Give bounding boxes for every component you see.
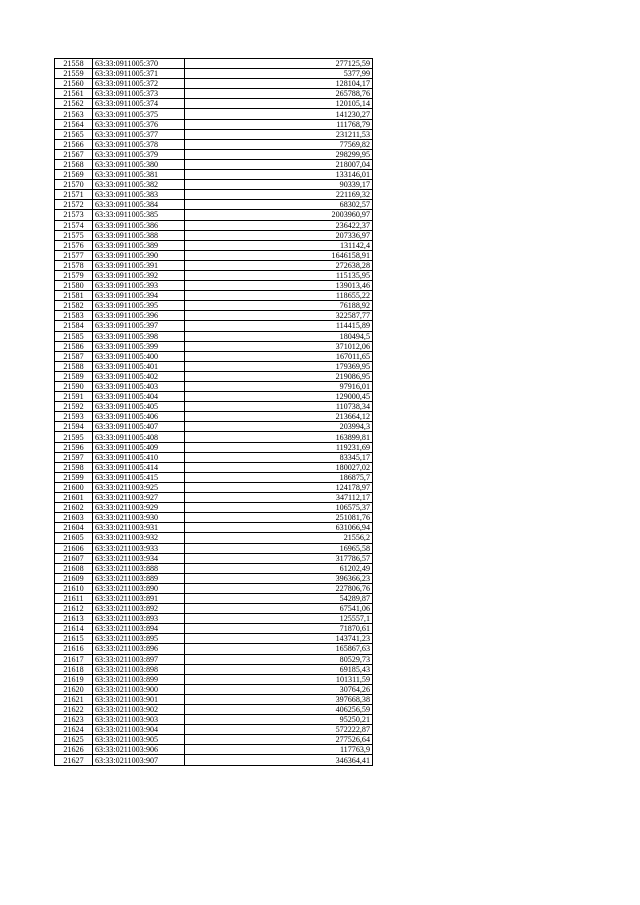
cadastral-value-cell: 83345,17 bbox=[185, 452, 373, 462]
row-number-cell: 21624 bbox=[55, 725, 93, 735]
cadastral-number-cell: 63:33:0911005:382 bbox=[93, 180, 185, 190]
cadastral-value-cell: 119231,69 bbox=[185, 442, 373, 452]
cadastral-value-cell: 61202,49 bbox=[185, 563, 373, 573]
cadastral-number-cell: 63:33:0911005:398 bbox=[93, 331, 185, 341]
table-row bbox=[55, 89, 373, 99]
cadastral-number-cell: 63:33:0211003:927 bbox=[93, 493, 185, 503]
cadastral-number-cell: 63:33:0911005:403 bbox=[93, 382, 185, 392]
cadastral-value-cell: 251081,76 bbox=[185, 513, 373, 523]
row-number-cell: 21627 bbox=[55, 755, 93, 765]
cadastral-number-cell: 63:33:0911005:381 bbox=[93, 170, 185, 180]
table-row bbox=[55, 694, 373, 704]
row-number-cell: 21560 bbox=[55, 79, 93, 89]
cadastral-number-cell: 63:33:0211003:896 bbox=[93, 644, 185, 654]
row-number-cell: 21620 bbox=[55, 684, 93, 694]
row-number-cell: 21609 bbox=[55, 573, 93, 583]
table-row bbox=[55, 109, 373, 119]
row-number-cell: 21614 bbox=[55, 624, 93, 634]
row-number-cell: 21574 bbox=[55, 220, 93, 230]
cadastral-number-cell: 63:33:0911005:414 bbox=[93, 462, 185, 472]
row-number-cell: 21563 bbox=[55, 109, 93, 119]
table-row bbox=[55, 634, 373, 644]
row-number-cell: 21577 bbox=[55, 250, 93, 260]
cadastral-value-cell: 143741,23 bbox=[185, 634, 373, 644]
cadastral-number-cell: 63:33:0211003:893 bbox=[93, 614, 185, 624]
table-row bbox=[55, 553, 373, 563]
table-row bbox=[55, 341, 373, 351]
cadastral-number-cell: 63:33:0911005:379 bbox=[93, 149, 185, 159]
table-row bbox=[55, 119, 373, 129]
cadastral-number-cell: 63:33:0911005:394 bbox=[93, 291, 185, 301]
row-number-cell: 21575 bbox=[55, 230, 93, 240]
cadastral-number-cell: 63:33:0911005:388 bbox=[93, 230, 185, 240]
cadastral-number-cell: 63:33:0911005:386 bbox=[93, 220, 185, 230]
cadastral-value-cell: 71870,61 bbox=[185, 624, 373, 634]
cadastral-number-cell: 63:33:0911005:384 bbox=[93, 200, 185, 210]
cadastral-number-cell: 63:33:0911005:385 bbox=[93, 210, 185, 220]
cadastral-number-cell: 63:33:0211003:892 bbox=[93, 604, 185, 614]
cadastral-number-cell: 63:33:0911005:372 bbox=[93, 79, 185, 89]
cadastral-value-cell: 95250,21 bbox=[185, 715, 373, 725]
table-row bbox=[55, 644, 373, 654]
cadastral-value-cell: 129000,45 bbox=[185, 392, 373, 402]
cadastral-value-cell: 371012,06 bbox=[185, 341, 373, 351]
cadastral-value-cell: 179369,95 bbox=[185, 361, 373, 371]
table-row bbox=[55, 79, 373, 89]
table-row bbox=[55, 392, 373, 402]
row-number-cell: 21621 bbox=[55, 694, 93, 704]
cadastral-number-cell: 63:33:0211003:902 bbox=[93, 705, 185, 715]
cadastral-value-cell: 125557,1 bbox=[185, 614, 373, 624]
row-number-cell: 21616 bbox=[55, 644, 93, 654]
table-row bbox=[55, 180, 373, 190]
cadastral-number-cell: 63:33:0911005:404 bbox=[93, 392, 185, 402]
cadastral-value-cell: 631066,94 bbox=[185, 523, 373, 533]
row-number-cell: 21579 bbox=[55, 270, 93, 280]
row-number-cell: 21613 bbox=[55, 614, 93, 624]
table-row bbox=[55, 210, 373, 220]
cadastral-value-cell: 110738,34 bbox=[185, 402, 373, 412]
cadastral-value-cell: 131142,4 bbox=[185, 240, 373, 250]
row-number-cell: 21595 bbox=[55, 432, 93, 442]
row-number-cell: 21588 bbox=[55, 361, 93, 371]
cadastral-number-cell: 63:33:0211003:891 bbox=[93, 593, 185, 603]
table-row bbox=[55, 159, 373, 169]
cadastral-number-cell: 63:33:0211003:903 bbox=[93, 715, 185, 725]
cadastral-value-cell: 396366,23 bbox=[185, 573, 373, 583]
table-row bbox=[55, 745, 373, 755]
row-number-cell: 21576 bbox=[55, 240, 93, 250]
row-number-cell: 21590 bbox=[55, 382, 93, 392]
cadastral-number-cell: 63:33:0911005:376 bbox=[93, 119, 185, 129]
cadastral-number-cell: 63:33:0211003:888 bbox=[93, 563, 185, 573]
cadastral-value-cell: 117763,9 bbox=[185, 745, 373, 755]
table-row bbox=[55, 674, 373, 684]
cadastral-number-cell: 63:33:0911005:380 bbox=[93, 159, 185, 169]
cadastral-number-cell: 63:33:0911005:402 bbox=[93, 371, 185, 381]
table-row bbox=[55, 684, 373, 694]
row-number-cell: 21591 bbox=[55, 392, 93, 402]
cadastral-number-cell: 63:33:0211003:898 bbox=[93, 664, 185, 674]
cadastral-number-cell: 63:33:0911005:371 bbox=[93, 69, 185, 79]
cadastral-number-cell: 63:33:0911005:373 bbox=[93, 89, 185, 99]
table-row bbox=[55, 422, 373, 432]
cadastral-value-cell: 180027,02 bbox=[185, 462, 373, 472]
cadastral-number-cell: 63:33:0911005:406 bbox=[93, 412, 185, 422]
row-number-cell: 21605 bbox=[55, 533, 93, 543]
cadastral-number-cell: 63:33:0911005:374 bbox=[93, 99, 185, 109]
cadastral-number-cell: 63:33:0211003:890 bbox=[93, 583, 185, 593]
table-row bbox=[55, 593, 373, 603]
cadastral-number-cell: 63:33:0911005:378 bbox=[93, 139, 185, 149]
cadastral-number-cell: 63:33:0911005:391 bbox=[93, 260, 185, 270]
cadastral-value-cell: 101311,59 bbox=[185, 674, 373, 684]
row-number-cell: 21604 bbox=[55, 523, 93, 533]
table-row bbox=[55, 361, 373, 371]
row-number-cell: 21619 bbox=[55, 674, 93, 684]
row-number-cell: 21592 bbox=[55, 402, 93, 412]
cadastral-value-cell: 277125,59 bbox=[185, 59, 373, 69]
cadastral-value-cell: 265788,76 bbox=[185, 89, 373, 99]
row-number-cell: 21581 bbox=[55, 291, 93, 301]
row-number-cell: 21584 bbox=[55, 321, 93, 331]
cadastral-number-cell: 63:33:0211003:895 bbox=[93, 634, 185, 644]
cadastral-value-cell: 111768,79 bbox=[185, 119, 373, 129]
table-row bbox=[55, 624, 373, 634]
row-number-cell: 21583 bbox=[55, 311, 93, 321]
row-number-cell: 21610 bbox=[55, 583, 93, 593]
cadastral-value-cell: 54289,87 bbox=[185, 593, 373, 603]
table-row bbox=[55, 614, 373, 624]
table-row bbox=[55, 513, 373, 523]
row-number-cell: 21570 bbox=[55, 180, 93, 190]
table-row bbox=[55, 563, 373, 573]
cadastral-number-cell: 63:33:0211003:933 bbox=[93, 543, 185, 553]
cadastral-value-cell: 167011,65 bbox=[185, 351, 373, 361]
cadastral-value-cell: 69185,43 bbox=[185, 664, 373, 674]
cadastral-number-cell: 63:33:0911005:408 bbox=[93, 432, 185, 442]
cadastral-number-cell: 63:33:0911005:397 bbox=[93, 321, 185, 331]
table-row bbox=[55, 442, 373, 452]
cadastral-number-cell: 63:33:0911005:395 bbox=[93, 301, 185, 311]
cadastral-value-cell: 30764,26 bbox=[185, 684, 373, 694]
table-row bbox=[55, 149, 373, 159]
table-row bbox=[55, 260, 373, 270]
cadastral-number-cell: 63:33:0211003:931 bbox=[93, 523, 185, 533]
cadastral-value-cell: 218007,04 bbox=[185, 159, 373, 169]
cadastral-value-cell: 180494,5 bbox=[185, 331, 373, 341]
cadastral-value-cell: 141230,27 bbox=[185, 109, 373, 119]
cadastral-value-cell: 97916,01 bbox=[185, 382, 373, 392]
row-number-cell: 21587 bbox=[55, 351, 93, 361]
cadastral-value-cell: 221169,32 bbox=[185, 190, 373, 200]
cadastral-number-cell: 63:33:0911005:399 bbox=[93, 341, 185, 351]
cadastral-number-cell: 63:33:0911005:409 bbox=[93, 442, 185, 452]
table-row bbox=[55, 533, 373, 543]
cadastral-value-cell: 80529,73 bbox=[185, 654, 373, 664]
row-number-cell: 21612 bbox=[55, 604, 93, 614]
cadastral-value-cell: 572222,87 bbox=[185, 725, 373, 735]
cadastral-number-cell: 63:33:0911005:383 bbox=[93, 190, 185, 200]
cadastral-value-cell: 67541,06 bbox=[185, 604, 373, 614]
table-row bbox=[55, 170, 373, 180]
table-row bbox=[55, 371, 373, 381]
cadastral-value-cell: 5377,99 bbox=[185, 69, 373, 79]
table-row bbox=[55, 270, 373, 280]
table-row bbox=[55, 230, 373, 240]
row-number-cell: 21559 bbox=[55, 69, 93, 79]
row-number-cell: 21593 bbox=[55, 412, 93, 422]
cadastral-number-cell: 63:33:0211003:930 bbox=[93, 513, 185, 523]
cadastral-value-cell: 317786,57 bbox=[185, 553, 373, 563]
row-number-cell: 21597 bbox=[55, 452, 93, 462]
cadastral-value-cell: 227806,76 bbox=[185, 583, 373, 593]
cadastral-number-cell: 63:33:0911005:396 bbox=[93, 311, 185, 321]
cadastral-number-cell: 63:33:0211003:906 bbox=[93, 745, 185, 755]
table-row bbox=[55, 604, 373, 614]
cadastral-number-cell: 63:33:0911005:400 bbox=[93, 351, 185, 361]
row-number-cell: 21565 bbox=[55, 129, 93, 139]
table-row bbox=[55, 412, 373, 422]
row-number-cell: 21602 bbox=[55, 503, 93, 513]
table-row bbox=[55, 139, 373, 149]
cadastral-number-cell: 63:33:0911005:405 bbox=[93, 402, 185, 412]
row-number-cell: 21626 bbox=[55, 745, 93, 755]
cadastral-number-cell: 63:33:0211003:932 bbox=[93, 533, 185, 543]
cadastral-number-cell: 63:33:0911005:375 bbox=[93, 109, 185, 119]
table-body bbox=[55, 59, 373, 766]
row-number-cell: 21566 bbox=[55, 139, 93, 149]
cadastral-number-cell: 63:33:0911005:401 bbox=[93, 361, 185, 371]
table-row bbox=[55, 482, 373, 492]
row-number-cell: 21607 bbox=[55, 553, 93, 563]
row-number-cell: 21571 bbox=[55, 190, 93, 200]
cadastral-number-cell: 63:33:0211003:901 bbox=[93, 694, 185, 704]
table-row bbox=[55, 715, 373, 725]
row-number-cell: 21601 bbox=[55, 493, 93, 503]
cadastral-value-cell: 322587,77 bbox=[185, 311, 373, 321]
cadastral-value-cell: 76188,92 bbox=[185, 301, 373, 311]
cadastral-value-cell: 277526,64 bbox=[185, 735, 373, 745]
row-number-cell: 21600 bbox=[55, 482, 93, 492]
cadastral-number-cell: 63:33:0911005:392 bbox=[93, 270, 185, 280]
row-number-cell: 21562 bbox=[55, 99, 93, 109]
row-number-cell: 21622 bbox=[55, 705, 93, 715]
cadastral-number-cell: 63:33:0911005:389 bbox=[93, 240, 185, 250]
cadastral-value-cell: 90339,17 bbox=[185, 180, 373, 190]
cadastral-value-cell: 165867,63 bbox=[185, 644, 373, 654]
cadastral-value-cell: 115135,95 bbox=[185, 270, 373, 280]
cadastral-value-cell: 2003960,97 bbox=[185, 210, 373, 220]
cadastral-value-cell: 272638,28 bbox=[185, 260, 373, 270]
row-number-cell: 21568 bbox=[55, 159, 93, 169]
cadastral-value-cell: 77569,82 bbox=[185, 139, 373, 149]
table-row bbox=[55, 200, 373, 210]
row-number-cell: 21564 bbox=[55, 119, 93, 129]
table-row bbox=[55, 735, 373, 745]
row-number-cell: 21615 bbox=[55, 634, 93, 644]
cadastral-number-cell: 63:33:0911005:407 bbox=[93, 422, 185, 432]
cadastral-value-cell: 213664,12 bbox=[185, 412, 373, 422]
row-number-cell: 21573 bbox=[55, 210, 93, 220]
row-number-cell: 21589 bbox=[55, 371, 93, 381]
cadastral-value-cell: 406256,59 bbox=[185, 705, 373, 715]
table-row bbox=[55, 462, 373, 472]
row-number-cell: 21582 bbox=[55, 301, 93, 311]
table-row bbox=[55, 503, 373, 513]
cadastral-number-cell: 63:33:0211003:889 bbox=[93, 573, 185, 583]
row-number-cell: 21606 bbox=[55, 543, 93, 553]
cadastral-number-cell: 63:33:0211003:899 bbox=[93, 674, 185, 684]
table-row bbox=[55, 331, 373, 341]
table-row bbox=[55, 654, 373, 664]
row-number-cell: 21618 bbox=[55, 664, 93, 674]
table-row bbox=[55, 220, 373, 230]
cadastral-number-cell: 63:33:0211003:907 bbox=[93, 755, 185, 765]
cadastral-number-cell: 63:33:0911005:415 bbox=[93, 472, 185, 482]
table-row bbox=[55, 99, 373, 109]
cadastral-value-cell: 219086,95 bbox=[185, 371, 373, 381]
table-row bbox=[55, 705, 373, 715]
row-number-cell: 21603 bbox=[55, 513, 93, 523]
table-row bbox=[55, 472, 373, 482]
table-row bbox=[55, 311, 373, 321]
cadastral-value-cell: 397668,38 bbox=[185, 694, 373, 704]
table-row bbox=[55, 543, 373, 553]
table-row bbox=[55, 452, 373, 462]
row-number-cell: 21580 bbox=[55, 281, 93, 291]
cadastral-value-cell: 68302,57 bbox=[185, 200, 373, 210]
cadastral-value-table bbox=[54, 58, 373, 766]
cadastral-value-cell: 114415,89 bbox=[185, 321, 373, 331]
table-row bbox=[55, 240, 373, 250]
table-row bbox=[55, 301, 373, 311]
cadastral-number-cell: 63:33:0911005:370 bbox=[93, 59, 185, 69]
cadastral-value-cell: 120105,14 bbox=[185, 99, 373, 109]
row-number-cell: 21608 bbox=[55, 563, 93, 573]
cadastral-value-cell: 106575,37 bbox=[185, 503, 373, 513]
cadastral-value-cell: 236422,37 bbox=[185, 220, 373, 230]
cadastral-number-cell: 63:33:0211003:925 bbox=[93, 482, 185, 492]
cadastral-number-cell: 63:33:0911005:390 bbox=[93, 250, 185, 260]
table-row bbox=[55, 351, 373, 361]
row-number-cell: 21598 bbox=[55, 462, 93, 472]
cadastral-value-cell: 1646158,91 bbox=[185, 250, 373, 260]
table-row bbox=[55, 493, 373, 503]
cadastral-number-cell: 63:33:0211003:897 bbox=[93, 654, 185, 664]
row-number-cell: 21611 bbox=[55, 593, 93, 603]
cadastral-value-cell: 16965,58 bbox=[185, 543, 373, 553]
cadastral-value-cell: 133146,01 bbox=[185, 170, 373, 180]
table-row bbox=[55, 382, 373, 392]
cadastral-value-cell: 21556,2 bbox=[185, 533, 373, 543]
cadastral-value-cell: 163899,81 bbox=[185, 432, 373, 442]
cadastral-value-cell: 346364,41 bbox=[185, 755, 373, 765]
cadastral-value-cell: 231211,53 bbox=[185, 129, 373, 139]
row-number-cell: 21561 bbox=[55, 89, 93, 99]
table-row bbox=[55, 432, 373, 442]
row-number-cell: 21596 bbox=[55, 442, 93, 452]
row-number-cell: 21558 bbox=[55, 59, 93, 69]
row-number-cell: 21567 bbox=[55, 149, 93, 159]
row-number-cell: 21623 bbox=[55, 715, 93, 725]
table-row bbox=[55, 190, 373, 200]
cadastral-value-cell: 128104,17 bbox=[185, 79, 373, 89]
cadastral-value-cell: 139013,46 bbox=[185, 281, 373, 291]
cadastral-value-cell: 186875,7 bbox=[185, 472, 373, 482]
table-row bbox=[55, 59, 373, 69]
cadastral-value-cell: 207336,97 bbox=[185, 230, 373, 240]
cadastral-number-cell: 63:33:0911005:377 bbox=[93, 129, 185, 139]
table-row bbox=[55, 129, 373, 139]
cadastral-number-cell: 63:33:0211003:934 bbox=[93, 553, 185, 563]
table-row bbox=[55, 664, 373, 674]
table-row bbox=[55, 69, 373, 79]
cadastral-number-cell: 63:33:0211003:904 bbox=[93, 725, 185, 735]
row-number-cell: 21594 bbox=[55, 422, 93, 432]
table-row bbox=[55, 523, 373, 533]
row-number-cell: 21569 bbox=[55, 170, 93, 180]
row-number-cell: 21586 bbox=[55, 341, 93, 351]
table-row bbox=[55, 402, 373, 412]
cadastral-number-cell: 63:33:0211003:894 bbox=[93, 624, 185, 634]
cadastral-value-cell: 203994,3 bbox=[185, 422, 373, 432]
table-row bbox=[55, 291, 373, 301]
row-number-cell: 21617 bbox=[55, 654, 93, 664]
table-row bbox=[55, 725, 373, 735]
table-row bbox=[55, 755, 373, 765]
table-row bbox=[55, 583, 373, 593]
cadastral-number-cell: 63:33:0911005:393 bbox=[93, 281, 185, 291]
row-number-cell: 21599 bbox=[55, 472, 93, 482]
cadastral-value-cell: 118655,22 bbox=[185, 291, 373, 301]
table-row bbox=[55, 250, 373, 260]
row-number-cell: 21578 bbox=[55, 260, 93, 270]
cadastral-value-cell: 298299,95 bbox=[185, 149, 373, 159]
cadastral-value-cell: 124178,97 bbox=[185, 482, 373, 492]
table-row bbox=[55, 321, 373, 331]
cadastral-number-cell: 63:33:0211003:900 bbox=[93, 684, 185, 694]
table-row bbox=[55, 573, 373, 583]
row-number-cell: 21585 bbox=[55, 331, 93, 341]
row-number-cell: 21625 bbox=[55, 735, 93, 745]
cadastral-number-cell: 63:33:0911005:410 bbox=[93, 452, 185, 462]
cadastral-number-cell: 63:33:0211003:905 bbox=[93, 735, 185, 745]
row-number-cell: 21572 bbox=[55, 200, 93, 210]
cadastral-number-cell: 63:33:0211003:929 bbox=[93, 503, 185, 513]
cadastral-value-cell: 347112,17 bbox=[185, 493, 373, 503]
table-row bbox=[55, 281, 373, 291]
